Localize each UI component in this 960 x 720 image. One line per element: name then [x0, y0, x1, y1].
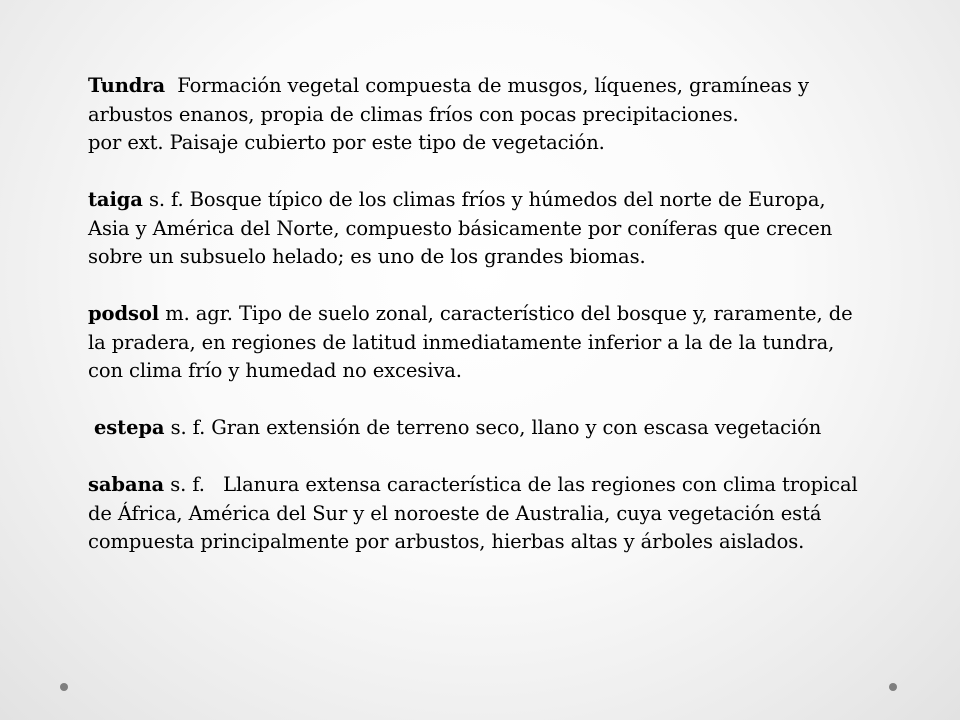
- definition-line: compuesta principalmente por arbustos, hierbas altas y árboles aislados.: [88, 530, 805, 553]
- definition-line: [88, 300, 918, 329]
- definition-taiga: [88, 186, 918, 272]
- term-podsol: podsol: [88, 302, 160, 325]
- definition-text: Formación vegetal compuesta de musgos, líquenes, gramíneas y: [177, 74, 809, 97]
- term-taiga: taiga: [88, 188, 143, 211]
- left-dot-ornament: [60, 683, 68, 691]
- definition-text: s. f. Gran extensión de terreno seco, llano y con escasa vegetación: [170, 416, 822, 439]
- definition-estepa: [88, 414, 918, 443]
- definition-line: [88, 471, 918, 500]
- definition-line: de África, América del Sur y el noroeste de Australia, cuya vegetación está: [88, 501, 822, 525]
- definition-sabana: [88, 471, 918, 557]
- definition-text: s. f. Llanura extensa característica de las regiones con clima tropical: [170, 473, 858, 496]
- definition-podsol: [88, 300, 918, 386]
- definition-line: Asia y América del Norte, compuesto básicamente por coníferas que crecen: [88, 216, 833, 240]
- term-tundra: Tundra: [88, 74, 166, 97]
- definition-line: sobre un subsuelo helado; es uno de los grandes biomas.: [88, 245, 646, 268]
- definition-tundra: [88, 72, 918, 158]
- right-dot-ornament: [889, 683, 897, 691]
- definition-line: [88, 186, 918, 215]
- term-estepa: estepa: [94, 416, 165, 439]
- definition-line: [88, 72, 918, 101]
- definition-line: arbustos enanos, propia de climas fríos con pocas precipitaciones.: [88, 102, 739, 126]
- definition-line: con clima frío y humedad no excesiva.: [88, 359, 462, 382]
- definition-line: la pradera, en regiones de latitud inmediatamente inferior a la de la tundra,: [88, 330, 835, 354]
- definition-text: s. f. Bosque típico de los climas fríos y húmedos del norte de Europa,: [148, 188, 826, 211]
- definition-line: por ext. Paisaje cubierto por este tipo de vegetación.: [88, 131, 605, 154]
- definition-line: [88, 414, 918, 443]
- definition-text: m. agr. Tipo de suelo zonal, característico del bosque y, raramente, de: [165, 302, 853, 325]
- term-sabana: sabana: [88, 473, 165, 496]
- definitions-list: [88, 72, 918, 557]
